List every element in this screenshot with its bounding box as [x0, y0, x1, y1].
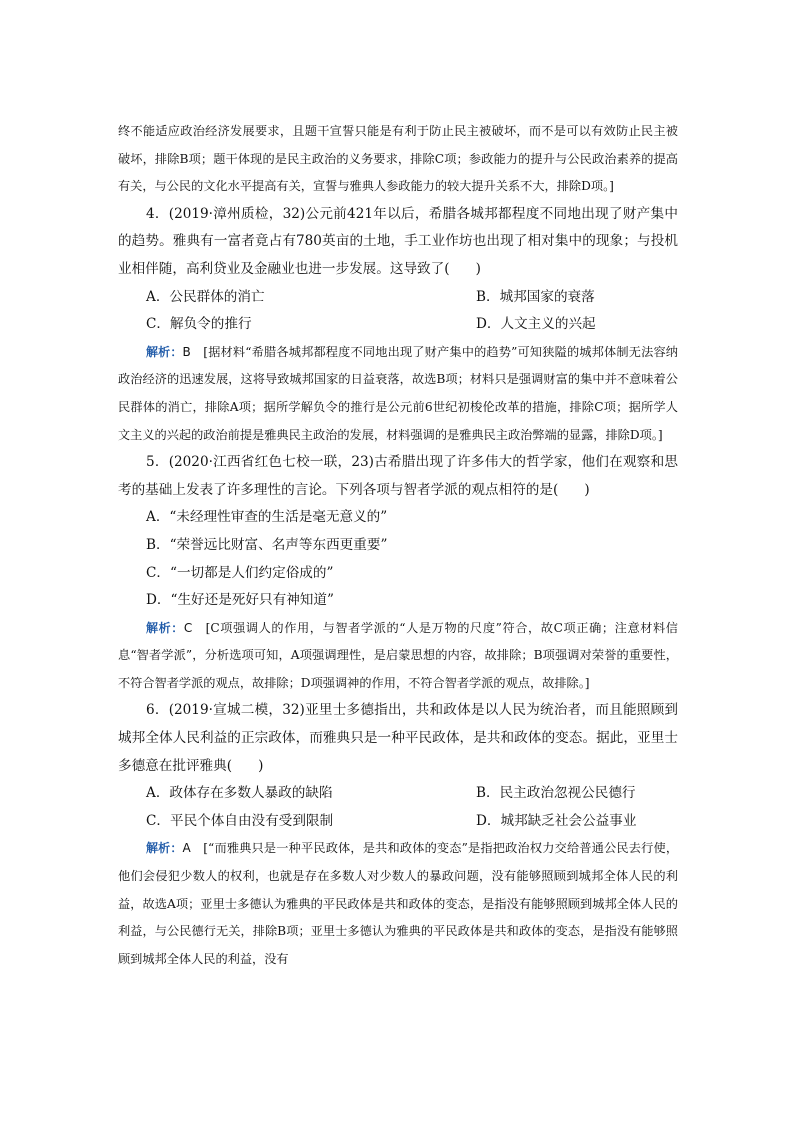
- option-a: A．公民群体的消亡: [146, 288, 265, 305]
- question-6-stem-text: 6．(2019·宣城二模，32)亚里士多德指出，共和政体是以人民为统治者，而且能照顾到城邦全体人民利益的正宗政体，而雅典只是一种平民政体，是共和政体的变态。据此，亚里士多德意在批评雅典(: [118, 702, 678, 774]
- option-c: C．“一切都是人们约定俗成的”: [146, 564, 334, 581]
- question-4-stem-end: ): [475, 260, 481, 277]
- option-b: B．民主政治忽视公民德行: [476, 785, 636, 802]
- analysis-label: 解析：: [146, 841, 183, 856]
- option-a: A．政体存在多数人暴政的缺陷: [146, 785, 333, 802]
- question-4-options: [118, 284, 678, 339]
- question-4-stem-text: 4．(2019·漳州质检，32)公元前421年以后，希腊各城邦都程度不同地出现了财产集中的趋势。雅典有一富者竟占有780英亩的土地，手工业作坊也出现了相对集中的现象；与投机业相伴随，高利贷业及金融业也进一步发展。这导致了(: [118, 205, 678, 277]
- option-a: A．“未经理性审查的生活是毫无意义的”: [146, 509, 388, 526]
- question-5-analysis: [118, 615, 678, 698]
- question-6: [118, 697, 678, 973]
- option-b: B．城邦国家的衰落: [476, 288, 595, 305]
- question-5-stem-end: ): [584, 481, 590, 498]
- option-d: D．城邦缺乏社会公益事业: [476, 812, 637, 829]
- document-page: [118, 118, 678, 973]
- question-4: [118, 201, 678, 449]
- analysis-label: 解析：: [146, 344, 183, 359]
- question-5-options: [118, 504, 678, 614]
- prev-analysis-text: 终不能适应政治经济发展要求，且题干宣誓只能是有利于防止民主被破坏，而不是可以有效防止民主被破坏，排除B项；题干体现的是民主政治的义务要求，排除C项；参政能力的提升与公民政治素养的提高有关，与公民的文化水平提高有关，宣誓与雅典人参政能力的较大提升关系不大，排除D项。]: [118, 124, 678, 194]
- question-4-analysis: [118, 339, 678, 449]
- option-b: B．“荣誉远比财富、名声等东西更重要”: [146, 536, 388, 553]
- answer-letter: C: [183, 620, 193, 635]
- question-5: [118, 449, 678, 697]
- question-4-stem: [118, 201, 678, 284]
- question-6-analysis: [118, 835, 678, 973]
- option-c: C．解负令的推行: [146, 316, 252, 333]
- option-d: D．“生好还是死好只有神知道”: [146, 592, 334, 609]
- question-5-stem-text: 5．(2020·江西省红色七校一联，23)古希腊出现了许多伟大的哲学家，他们在观察和思考的基础上发表了许多理性的言论。下列各项与智者学派的观点相符的是(: [118, 454, 678, 498]
- question-6-stem-end: ): [258, 757, 264, 774]
- analysis-label: 解析：: [146, 620, 184, 635]
- option-d: D．人文主义的兴起: [476, 316, 596, 333]
- analysis-text: [C项强调人的作用，与智者学派的“人是万物的尺度”符合，故C项正确；注意材料信息“智者学派”，分析选项可知，A项强调理性，是启蒙思想的内容，故排除；B项强调对荣誉的重要性，不符合智者学派的观点，故排除；D项强调神的作用，不符合智者学派的观点，故排除。]: [118, 620, 678, 690]
- question-6-stem: [118, 697, 678, 780]
- analysis-text: [据材料“希腊各城邦都程度不同地出现了财产集中的趋势”可知狭隘的城邦体制无法容纳政治经济的迅速发展，这将导致城邦国家的日益衰落，故选B项；材料只是强调财富的集中并不意味着公民群体的消亡，排除A项；据所学解负令的推行是公元前6世纪初梭伦改革的措施，排除C项；据所学人文主义的兴起的政治前提是雅典民主政治的发展，材料强调的是雅典民主政治弊端的显露，排除D项。]: [118, 344, 678, 442]
- question-5-stem: [118, 449, 678, 504]
- analysis-text: [“而雅典只是一种平民政体，是共和政体的变态”是指把政治权力交给普通公民去行使，他们会侵犯少数人的权利，也就是存在多数人对少数人的暴政问题，没有能够照顾到城邦全体人民的利益，故选A项；亚里士多德认为雅典的平民政体是共和政体的变态，是指没有能够照顾到城邦全体人民的利益，与公民德行无关，排除B项；亚里士多德认为雅典的平民政体是共和政体的变态，是指没有能够照顾到城邦全体人民的利益，没有: [118, 841, 679, 966]
- answer-letter: A: [182, 841, 191, 856]
- answer-letter: B: [182, 344, 191, 359]
- option-c: C．平民个体自由没有受到限制: [146, 812, 334, 829]
- question-6-options: [118, 780, 678, 835]
